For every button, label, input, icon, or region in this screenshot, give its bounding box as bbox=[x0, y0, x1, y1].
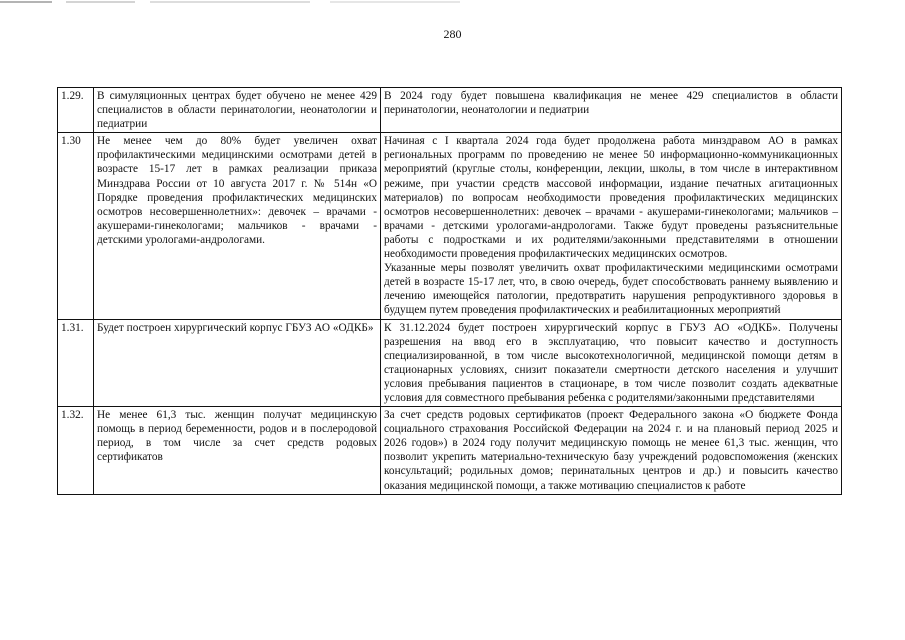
row-number: 1.31. bbox=[58, 319, 94, 407]
task-cell: Не менее 61,3 тыс. женщин получат медицинскую помощь в период беременности, родов и в послеродовой период, в том числе за счет средств родовых сертификатов bbox=[94, 407, 381, 495]
table-row bbox=[58, 88, 842, 133]
row-number: 1.32. bbox=[58, 407, 94, 495]
result-cell bbox=[381, 133, 842, 319]
result-paragraph: За счет средств родовых сертификатов (проект Федерального закона «О бюджете Фонда социального страхования Российской Федерации на 2024 г. и на плановый период 2025 и 2026 годов») в 2024 году получит медицинскую помощь не менее 61,3 тыс. женщин, что позволит укрепить материально-техническую базу учреждений родовспоможения (женских консультаций; родильных домов; перинатальных центров и др.) и повысить качество оказания медицинской помощи, а также мотивацию специалистов к работе bbox=[384, 409, 838, 492]
plan-table bbox=[57, 87, 842, 495]
result-paragraph: Указанные меры позволят увеличить охват профилактическими медицинскими осмотрами детей в возрасте 15-17 лет, что, в свою очередь, будет способствовать раннему выявлению и лечению имеющейся патологии, предотвратить нарушения репродуктивного здоровья в будущем путем проведения профилактических и реабилитационных мероприятий bbox=[384, 262, 838, 317]
result-paragraph: Начиная с I квартала 2024 года будет продолжена работа минздравом АО в рамках региональных программ по проведению не менее 50 информационно-коммуникационных мероприятий (круглые столы, конференции, лекции, школы, в том числе в интерактивном режиме, при участии средств массовой информации, издание печатных агитационных материалов) по вопросам необходимости проведения профилактических медицинских осмотров несовершеннолетних: девочек – врачами - акушерами-гинекологами; мальчиков – врачами - детскими урологами-андрологами. Также будут проведены разъяснительные работы с подростками и их родителями/законными представителями в отношении необходимости проведения профилактических медицинских осмотров. bbox=[384, 135, 838, 261]
top-edge-marks bbox=[0, 0, 905, 10]
row-number: 1.29. bbox=[58, 88, 94, 133]
result-cell bbox=[381, 319, 842, 407]
task-cell: Не менее чем до 80% будет увеличен охват профилактическими медицинскими осмотрами детей в возрасте 15-17 лет в рамках реализации приказа Минздрава России от 10 августа 2017 г. № 514н «О Порядке проведения профилактических медицинских осмотров несовершеннолетних»: девочек – врачами - акушерами-гинекологами; мальчиков - врачами - детскими урологами-андрологами. bbox=[94, 133, 381, 319]
result-paragraph: К 31.12.2024 будет построен хирургический корпус в ГБУЗ АО «ОДКБ». Получены разрешения на ввод его в эксплуатацию, что повысит качество и доступность специализированной, в том числе высокотехнологичной, медицинской помощи детям в стационарных условиях, снизит показатели смертности детского населения и улучшит условия пребывания пациентов в стационаре, в том числе позволит создать адекватные условия для совместного пребывания ребенка с родителями/законными представителями bbox=[384, 321, 838, 404]
result-paragraph: В 2024 году будет повышена квалификация не менее 429 специалистов в области перинатологии, неонатологии и педиатрии bbox=[384, 90, 838, 117]
page-number: 280 bbox=[443, 27, 462, 41]
table-row bbox=[58, 407, 842, 495]
table-row bbox=[58, 133, 842, 319]
table-row bbox=[58, 319, 842, 407]
row-number: 1.30 bbox=[58, 133, 94, 319]
result-cell bbox=[381, 88, 842, 133]
task-cell: Будет построен хирургический корпус ГБУЗ АО «ОДКБ» bbox=[94, 319, 381, 407]
task-cell: В симуляционных центрах будет обучено не менее 429 специалистов в области перинатологии, неонатологии и педиатрии bbox=[94, 88, 381, 133]
result-cell bbox=[381, 407, 842, 495]
